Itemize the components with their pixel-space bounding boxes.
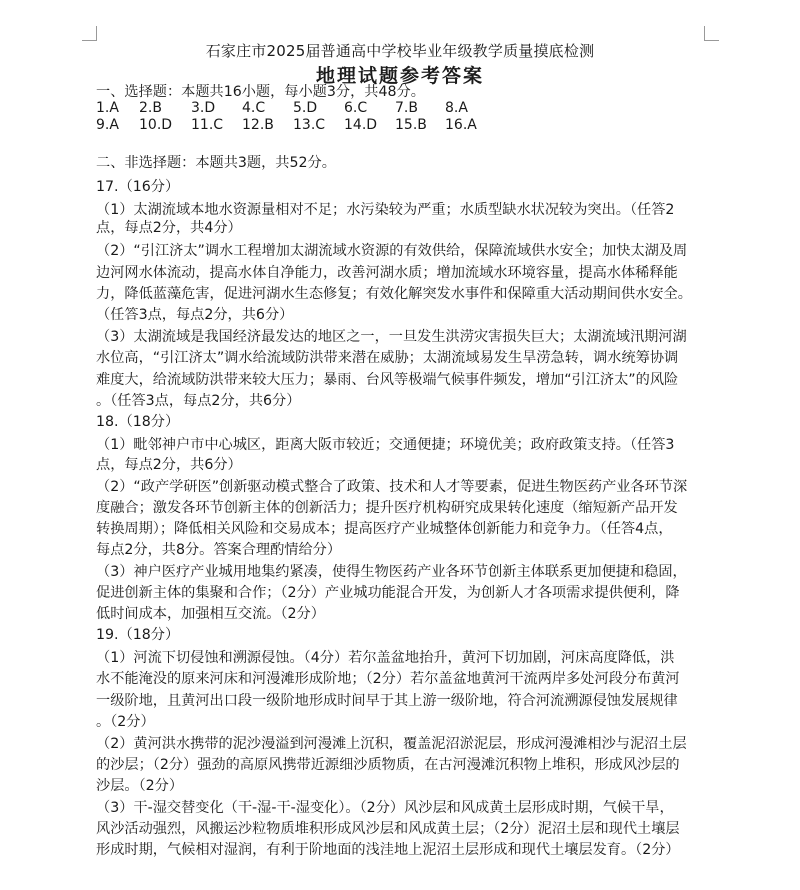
answer-line: （2）黄河洪水携带的泥沙漫溢到河漫滩上沉积，覆盖泥沼淤泥层，形成河漫滩相沙与泥沼土层 [96, 736, 687, 752]
answer-line: 低时间成本，加强相互交流。（2分） [96, 606, 325, 622]
answer-line: 度融合；激发各环节创新主体的创新活力；提升医疗机构研究成果转化速度（缩短新产品开发 [96, 500, 678, 516]
answer-line: 风沙活动强烈，风搬运沙粒物质堆积形成风沙层和风成黄土层；（2分）泥沼土层和现代土壤层 [96, 821, 680, 837]
answer-line: 边河网水体流动，提高水体自净能力，改善河湖水质；增加流域水环境容量，提高水体稀释能 [96, 265, 678, 281]
crop-mark-top-left [82, 26, 97, 41]
answer-item: 5.D [293, 100, 318, 116]
answer-item: 3.D [191, 100, 216, 116]
answer-line: 形成时期，气候相对湿润，有利于阶地面的浅洼地上泥沼土层形成和现代土壤层发育。（2分） [96, 842, 680, 858]
answer-line: （3）太湖流域是我国经济最发达的地区之一，一旦发生洪涝灾害损失巨大；太湖流域汛期河湖 [96, 329, 687, 345]
answer-line: 难度大，给流域防洪带来较大压力；暴雨、台风等极端气候事件频发，增加“引江济太”的风险 [96, 372, 679, 388]
answer-line: （2）“政产学研医”创新驱动模式整合了政策、技术和人才等要素，促进生物医药产业各环节深 [96, 479, 688, 495]
section1-heading: 一、选择题：本题共16小题，每小题3分，共48分。 [96, 84, 425, 100]
answer-item: 7.B [395, 100, 418, 116]
question-heading-19: 19.（18分） [96, 627, 180, 643]
answer-line: 促进创新主体的集聚和合作；（2分）产业城功能混合开发，为创新人才各项需求提供便利，降 [96, 585, 680, 601]
answer-line: 。（2分） [96, 714, 155, 730]
answer-item: 1.A [96, 100, 119, 116]
answer-line: （1）河流下切侵蚀和溯源侵蚀。（4分）若尔盖盆地抬升，黄河下切加剧，河床高度降低，洪 [96, 650, 675, 666]
question-heading-17: 17.（16分） [96, 179, 180, 195]
answer-line: （3）干-湿交替变化（干-湿-干-湿变化）。（2分）风沙层和风成黄土层形成时期，气候干旱， [96, 800, 674, 816]
answer-line: 的沙层；（2分）强劲的高原风携带近源细沙质物质，在古河漫滩沉积物上堆积，形成风沙层的 [96, 757, 680, 773]
crop-mark-top-right [704, 26, 719, 41]
answer-item: 13.C [293, 117, 326, 133]
answer-item: 6.C [344, 100, 368, 116]
answer-item: 15.B [395, 117, 427, 133]
answer-line: 水位高，“引江济太”调水给流域防洪带来潜在威胁；太湖流域易发生旱涝急转，调水统筹协调 [96, 350, 679, 366]
answer-item: 11.C [191, 117, 224, 133]
document-subtitle: 地理试题参考答案 [315, 65, 484, 87]
answer-item: 14.D [344, 117, 378, 133]
answer-line: 每点2分，共8分。答案合理酌情给分） [96, 542, 342, 558]
answer-line: 一级阶地，且黄河出口段一级阶地形成时间早于其上游一级阶地，符合河流溯源侵蚀发展规律 [96, 693, 678, 709]
question-heading-18: 18.（18分） [96, 414, 180, 430]
answer-line: （3）神户医疗产业城用地集约紧凑，使得生物医药产业各环节创新主体联系更加便捷和稳固， [96, 564, 687, 580]
answer-line: 沙层。（2分） [96, 778, 184, 794]
answer-item: 12.B [242, 117, 274, 133]
answer-item: 9.A [96, 117, 119, 133]
answer-line: 点，每点2分，共4分） [96, 220, 242, 236]
answer-line: 力，降低蓝藻危害，促进河湖水生态修复；有效化解突发水事件和保障重大活动期间供水安全。 [96, 286, 692, 302]
answer-line: 点，每点2分，共6分） [96, 457, 242, 473]
answer-line: 。（任答3点，每点2分，共6分） [96, 393, 301, 409]
answer-item: 8.A [445, 100, 468, 116]
answer-line: 转换周期）；降低相关风险和交易成本；提高医疗产业城整体创新能力和竞争力。（任答4点， [96, 521, 673, 537]
answer-item: 2.B [139, 100, 162, 116]
answer-line: （任答3点，每点2分，共6分） [96, 307, 294, 323]
answer-item: 4.C [242, 100, 266, 116]
document-title: 石家庄市2025届普通高中学校毕业年级教学质量摸底检测 [205, 42, 595, 60]
answer-line: （1）毗邻神户市中心城区，距离大阪市较近；交通便捷；环境优美；政府政策支持。（任答3 [96, 437, 675, 453]
answer-line: （1）太湖流域本地水资源量相对不足；水污染较为严重；水质型缺水状况较为突出。（任答2 [96, 202, 675, 218]
answer-item: 10.D [139, 117, 173, 133]
section2-heading: 二、非选择题：本题共3题，共52分。 [96, 155, 336, 171]
answer-line: （2）“引江济太”调水工程增加太湖流域水资源的有效供给，保障流域供水安全；加快太湖及周 [96, 243, 688, 259]
answer-line: 水不能淹没的原来河床和河漫滩形成阶地；（2分）若尔盖盆地黄河干流两岸多处河段分布黄河 [96, 671, 680, 687]
answer-item: 16.A [445, 117, 477, 133]
